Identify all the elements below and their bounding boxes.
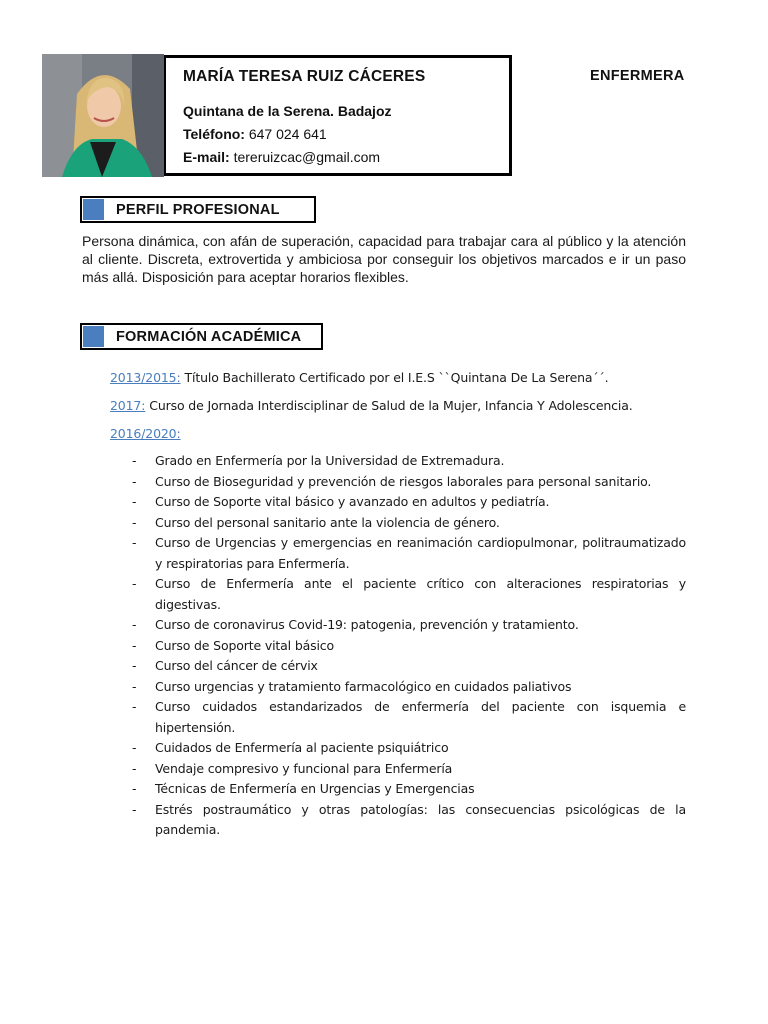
list-item	[130, 451, 686, 472]
education-entry	[110, 370, 608, 385]
list-item	[130, 677, 686, 698]
bullet-dash: -	[132, 781, 137, 796]
bullet-dash: -	[132, 514, 137, 530]
bullet-dash: -	[132, 699, 137, 714]
education-text: Título Bachillerato Certificado por el I.E.S ``Quintana De La Serena´´.	[184, 370, 609, 385]
education-year: 2016/2020:	[110, 426, 181, 441]
profile-photo	[42, 54, 164, 177]
list-item	[130, 697, 686, 738]
full-name: MARÍA TERESA RUIZ CÁCERES	[183, 68, 426, 85]
job-title: ENFERMERA	[590, 68, 685, 84]
list-item	[130, 472, 686, 493]
education-year: 2013/2015:	[110, 370, 181, 385]
bullet-dash: -	[132, 740, 137, 755]
course-text: Curso del cáncer de cérvix	[155, 658, 318, 673]
education-section-header	[80, 323, 323, 350]
course-text: Curso de coronavirus Covid-19: patogenia, prevención y tratamiento.	[155, 617, 579, 632]
course-text: Curso cuidados estandarizados de enfermería del paciente con isquemia e hipertensión.	[155, 699, 686, 735]
bullet-dash: -	[132, 617, 137, 632]
section-marker	[83, 326, 104, 347]
contact-box	[164, 55, 512, 176]
bullet-dash: -	[132, 453, 137, 468]
education-heading: FORMACIÓN ACADÉMICA	[116, 329, 302, 345]
profile-section-header	[80, 196, 316, 223]
bullet-dash: -	[132, 801, 137, 817]
bullet-dash: -	[132, 473, 137, 489]
bullet-dash: -	[132, 494, 137, 509]
course-text: Curso urgencias y tratamiento farmacológico en cuidados paliativos	[155, 678, 572, 694]
course-text: Curso de Bioseguridad y prevención de riesgos laborales para personal sanitario.	[155, 473, 652, 489]
education-text: Curso de Jornada Interdisciplinar de Salud de la Mujer, Infancia Y Adolescencia.	[149, 398, 633, 413]
list-item	[130, 759, 686, 780]
list-item	[130, 636, 686, 657]
course-text: Curso del personal sanitario ante la violencia de género.	[155, 514, 500, 530]
list-item	[130, 800, 686, 841]
bullet-dash: -	[132, 576, 137, 591]
list-item	[130, 574, 686, 615]
course-text: Vendaje compresivo y funcional para Enfermería	[155, 760, 453, 776]
bullet-dash: -	[132, 637, 137, 653]
list-item	[130, 656, 686, 677]
bullet-dash: -	[132, 535, 137, 550]
bullet-dash: -	[132, 678, 137, 694]
education-entry	[110, 426, 185, 441]
phone-label: Teléfono:	[183, 126, 245, 142]
course-text: Cuidados de Enfermería al paciente psiquiátrico	[155, 740, 449, 755]
course-text: Grado en Enfermería por la Universidad de Extremadura.	[155, 453, 505, 468]
course-text: Curso de Enfermería ante el paciente crítico con alteraciones respiratorias y digestivas.	[155, 576, 686, 612]
course-text: Curso de Soporte vital básico	[155, 637, 335, 653]
address: Quintana de la Serena. Badajoz	[183, 103, 392, 119]
course-text: Curso de Soporte vital básico y avanzado en adultos y pediatría.	[155, 494, 550, 509]
course-text: Técnicas de Enfermería en Urgencias y Emergencias	[155, 781, 475, 796]
profile-heading: PERFIL PROFESIONAL	[116, 202, 280, 218]
email-address: tereruizcac@gmail.com	[233, 149, 381, 165]
bullet-dash: -	[132, 760, 137, 776]
section-marker	[83, 199, 104, 220]
profile-text: Persona dinámica, con afán de superación, capacidad para trabajar cara al público y la atención al cliente. Discreta, extrovertida y ambiciosa por conseguir los objetivos marcados e ir un paso más allá. Disposición para aceptar horarios flexibles.	[82, 233, 686, 285]
phone-line	[183, 126, 327, 142]
list-item	[130, 738, 686, 759]
education-entry	[110, 398, 633, 413]
education-year: 2017:	[110, 398, 146, 413]
list-item	[130, 492, 686, 513]
list-item	[130, 779, 686, 800]
phone-number: 647 024 641	[248, 126, 327, 142]
email-line	[183, 149, 380, 165]
bullet-dash: -	[132, 658, 137, 673]
course-list	[130, 451, 686, 841]
list-item	[130, 513, 686, 534]
list-item	[130, 615, 686, 636]
course-text: Curso de Urgencias y emergencias en reanimación cardiopulmonar, politraumatizado y respiratorias para Enfermería.	[155, 535, 686, 571]
email-label: E-mail:	[183, 149, 230, 165]
list-item	[130, 533, 686, 574]
course-text: Estrés postraumático y otras patologías: las consecuencias psicológicas de la pandemia.	[155, 801, 686, 837]
